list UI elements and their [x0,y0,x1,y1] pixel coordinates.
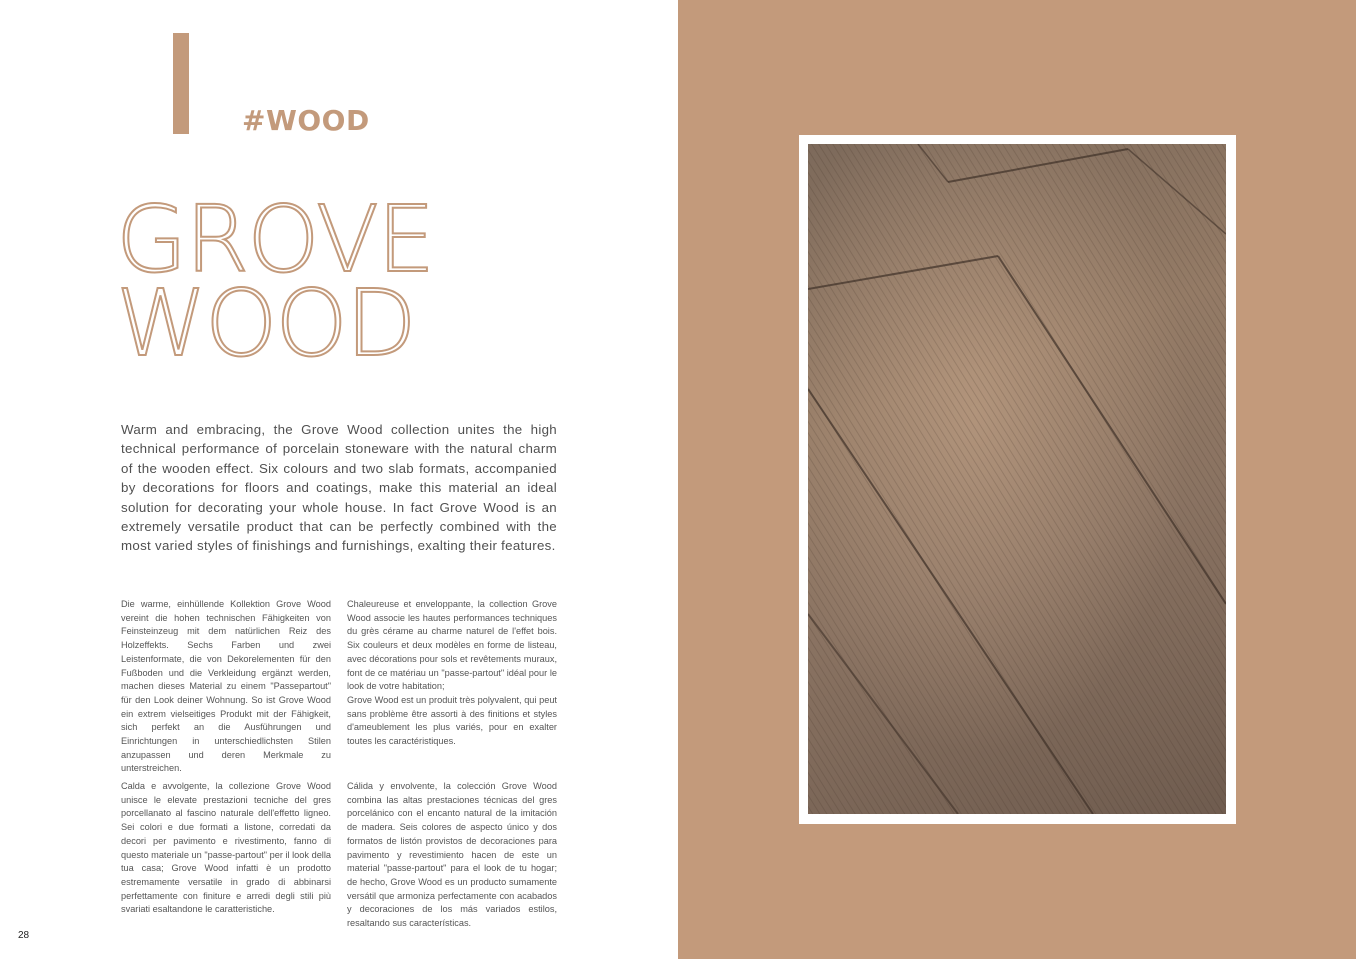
french-text [347,598,557,749]
lead-paragraph: Warm and embracing, the Grove Wood collection unites the high technical performance of porcelain stoneware with the natural charm of the wooden effect. Six colours and two slab formats, accompanied by decorations for floors and coatings, make this material an ideal solution for decorating your whole house. In fact Grove Wood is an extremely versatile product that can be perfectly combined with the most varied styles of finishings and furnishings, exalting their features. [121,422,557,554]
wood-plank-lines [808,144,1226,814]
title-line-2: WOOD [116,270,415,377]
wood-floor-photo [808,144,1226,814]
german-text [121,598,331,776]
italian-paragraph: Calda e avvolgente, la collezione Grove Wood unisce le elevate prestazioni tecniche del gres porcellanato al fascino naturale dell'effetto ligneo. Sei colori e due formati a listone, corredati da decori per pavimento e rivestimento, fanno di questo materiale un "passe-partout" per il look della tua casa; Grove Wood infatti è un prodotto estremamente versatile in grado di abbinarsi perfettamente con finiture e arredi degli stili più svariati esaltandone le caratteristiche. [121,781,331,915]
french-paragraph-2: Grove Wood est un produit très polyvalent, qui peut sans problème être assorti à des finitions et styles d'ameublement les plus variés, pour en exalter toutes les caractéristiques. [347,694,557,747]
title-line-1: GROVE [116,186,434,293]
section-tag: #WOOD [242,104,370,137]
spanish-paragraph: Cálida y envolvente, la colección Grove Wood combina las altas prestaciones técnicas del gres porcelánico con el encanto natural de la imitación de madera. Seis colores de aspecto único y dos formatos de listón provistos de decoraciones para pavimento y revestimiento hacen de este un material "passe-partout" para el look de tu hogar; de hecho, Grove Wood es un producto sumamente versátil que armoniza perfectamente con acabados y decoraciones de los más variados estilos, resaltando sus características. [347,781,557,929]
photo-frame [799,135,1236,824]
section-numeral [173,33,189,134]
italian-text [121,780,331,917]
french-paragraph-1: Chaleureuse et enveloppante, la collection Grove Wood associe les hautes performances techniques du grès cérame au charme naturel de l'effet bois. Six couleurs et deux modèles en forme de listeau, avec décorations pour sols et revêtements muraux, font de ce matériau un "passe-partout" idéal pour le look de votre habitation; [347,599,557,692]
page-number: 28 [18,930,30,941]
german-paragraph: Die warme, einhüllende Kollektion Grove Wood vereint die hohen technischen Fähigkeiten von Feinsteinzeug mit dem natürlichen Reiz des Holzeffekts. Sechs Farben und zwei Leistenformate, die von Dekorelementen für den Fußboden und die Verkleidung ergänzt werden, machen dieses Material zu einem "Passepartout" für den Look deiner Wohnung. So ist Grove Wood ein extrem vielseitiges Produkt mit der Fähigkeit, sich perfekt an die Ausführungen und Einrichtungen in unterschiedlichsten Stilen anzupassen und deren Merkmale zu unterstreichen. [121,599,331,774]
spanish-text [347,780,557,931]
page-title [116,186,434,377]
